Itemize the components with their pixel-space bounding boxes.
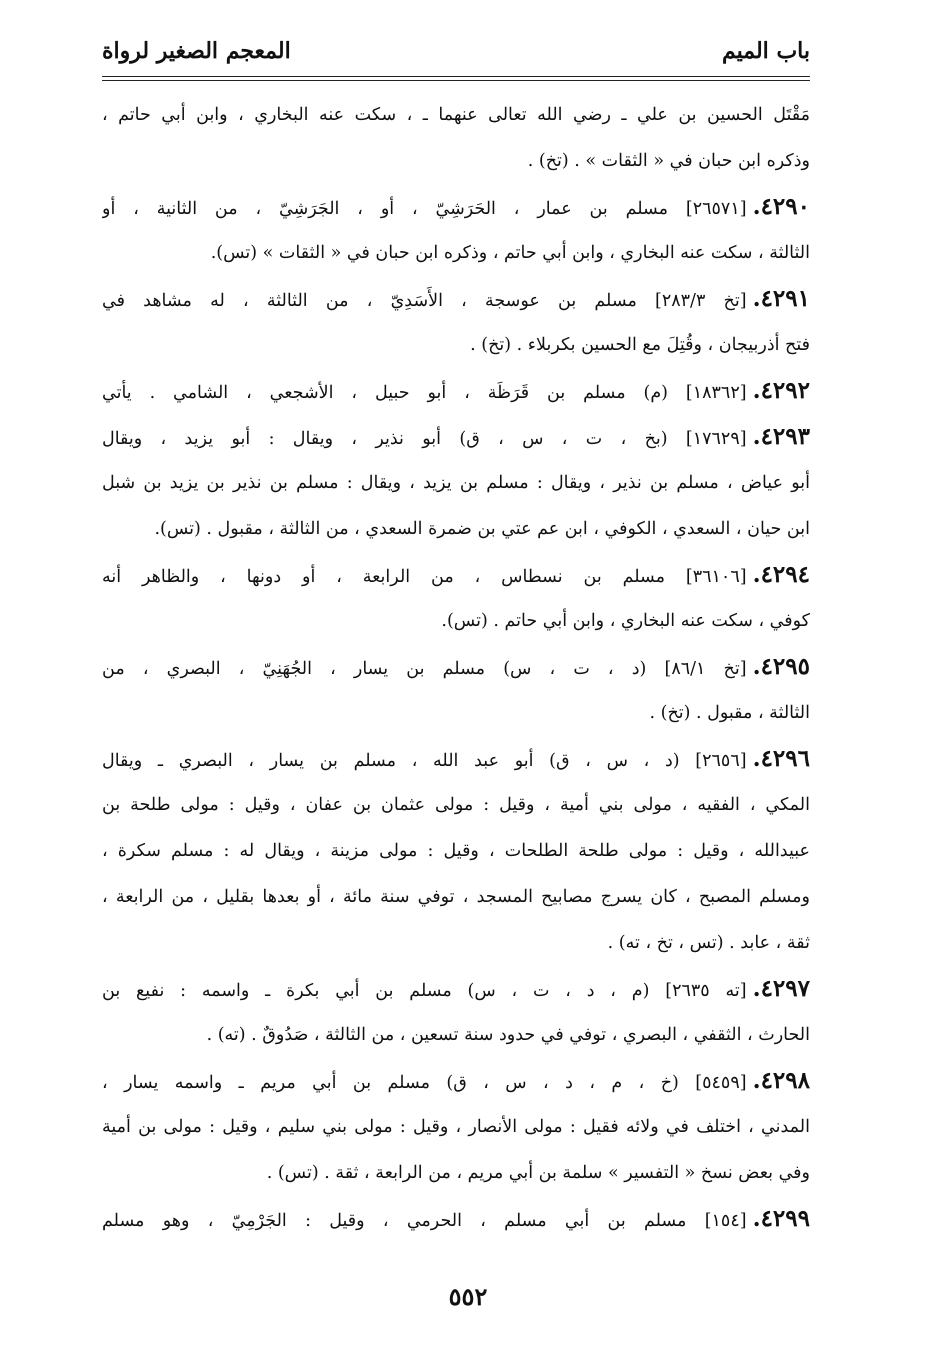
line-text: ثقة ، عابد . (تس ، تخ ، ته) .: [607, 933, 810, 953]
line-text: [١٥٤] مسلم بن أبي مسلم ، الحرمي ، وقيل : الجَرْمِيّ ، وهو مسلم: [102, 1211, 747, 1231]
line-text: الحارث ، الثقفي ، البصري ، توفي في حدود سنة تسعين ، من الثالثة ، صَدُوقٌ . (ته) .: [206, 1025, 810, 1045]
entry-first-line: [102, 966, 810, 1012]
line-text: [تخ ٨٦/١] (د ، ت ، س) مسلم بن يسار ، الجُهَنِيّ ، البصري ، من: [102, 659, 747, 679]
page-number: ٥٥٢: [448, 1282, 488, 1311]
entry-first-line: [102, 1058, 810, 1104]
text-line: [102, 322, 810, 368]
entry-first-line: [102, 644, 810, 690]
entry-first-line: [102, 368, 810, 414]
entry-number: ٤٢٩٣.: [752, 423, 810, 450]
page-footer: [0, 1282, 936, 1311]
text-line: [102, 920, 810, 966]
line-text: المكي ، الفقيه ، مولى بني أمية ، وقيل : مولى عثمان بن عفان ، وقيل : مولى طلحة بن: [102, 795, 810, 815]
entry-first-line: [102, 1196, 810, 1242]
entry-first-line: [102, 552, 810, 598]
line-text: وذكره ابن حبان في « الثقات » . (تخ) .: [527, 151, 810, 171]
text-line: [102, 598, 810, 644]
line-text: [١٨٣٦٢] (م) مسلم بن قَرَظَة ، أبو حبيل ، الأشجعي ، الشامي . يأتي: [102, 383, 747, 403]
line-text: مَقْتَل الحسين بن علي ـ رضي الله تعالى عنهما ـ ، سكت عنه البخاري ، وابن أبي حاتم ،: [102, 105, 810, 125]
text-line: [102, 1150, 810, 1196]
header-rule: [102, 76, 810, 77]
line-text: فتح أذربيجان ، وقُتِلَ مع الحسين بكربلاء . (تخ) .: [470, 335, 810, 355]
header-chapter-title: باب الميم: [721, 38, 810, 64]
entry-first-line: [102, 276, 810, 322]
entry-first-line: [102, 736, 810, 782]
header-book-title: المعجم الصغير لرواة: [102, 38, 291, 64]
header-rule-secondary: [102, 80, 810, 81]
line-text: وفي بعض نسخ « التفسير » سلمة بن أبي مريم ، من الرابعة ، ثقة . (تس) .: [266, 1163, 810, 1183]
line-text: ومسلم المصبح ، كان يسرج مصابيح المسجد ، توفي سنة مائة ، أو بعدها بقليل ، من الرابعة ،: [102, 887, 810, 907]
line-text: المدني ، اختلف في ولائه فقيل : مولى الأنصار ، وقيل : مولى بني سليم ، وقيل : مولى بن أمية: [102, 1117, 810, 1137]
line-text: الثالثة ، سكت عنه البخاري ، وابن أبي حاتم ، وذكره ابن حبان في « الثقات » (تس).: [210, 243, 810, 263]
entry-number: ٤٢٩٧.: [752, 975, 810, 1002]
entry-number: ٤٢٩٢.: [752, 377, 810, 404]
page-body: [102, 92, 810, 1242]
text-line: [102, 1012, 810, 1058]
text-line: [102, 138, 810, 184]
text-line: [102, 506, 810, 552]
entry-number: ٤٢٩٨.: [752, 1067, 810, 1094]
entry-number: ٤٢٩٥.: [752, 653, 810, 680]
line-text: [تخ ٢٨٣/٣] مسلم بن عوسجة ، الأَسَدِيّ ، من الثالثة ، له مشاهد في: [102, 291, 747, 311]
text-line: [102, 460, 810, 506]
line-text: عبيدالله ، وقيل : مولى طلحة الطلحات ، وقيل : مولى مزينة ، ويقال له : مسلم سكرة ،: [102, 841, 810, 861]
entry-first-line: [102, 414, 810, 460]
entry-number: ٤٢٩٠.: [752, 193, 810, 220]
entry-number: ٤٢٩٦.: [752, 745, 810, 772]
line-text: [٣٦١٠٦] مسلم بن نسطاس ، من الرابعة ، أو دونها ، والظاهر أنه: [102, 567, 747, 587]
running-header: [102, 34, 810, 72]
line-text: ابن حيان ، السعدي ، الكوفي ، ابن عم عتي بن ضمرة السعدي ، من الثالثة ، مقبول . (تس).: [154, 519, 810, 539]
line-text: [٢٦٥٦] (د ، س ، ق) أبو عبد الله ، مسلم بن يسار ، البصري ـ ويقال: [102, 751, 747, 771]
entry-number: ٤٢٩٤.: [752, 561, 810, 588]
entry-number: ٤٢٩٩.: [752, 1205, 810, 1232]
text-line: [102, 782, 810, 828]
line-text: [٥٤٥٩] (خ ، م ، د ، س ، ق) مسلم بن أبي مريم ـ واسمه يسار ،: [102, 1073, 747, 1093]
entry-number: ٤٢٩١.: [752, 285, 810, 312]
text-line: [102, 690, 810, 736]
text-line: [102, 828, 810, 874]
line-text: [١٧٦٢٩] (بخ ، ت ، س ، ق) أبو نذير ، ويقال : أبو يزيد ، ويقال: [102, 429, 747, 449]
text-line: [102, 1104, 810, 1150]
entry-first-line: [102, 184, 810, 230]
line-text: الثالثة ، مقبول . (تخ) .: [649, 703, 810, 723]
text-line: [102, 92, 810, 138]
line-text: [ته ٢٦٣٥] (م ، د ، ت ، س) مسلم بن أبي بكرة ـ واسمه : نفيع بن: [102, 981, 747, 1001]
text-line: [102, 874, 810, 920]
line-text: أبو عياض ، مسلم بن نذير ، ويقال : مسلم بن يزيد ، ويقال : مسلم بن نذير بن يزيد بن شبل: [102, 473, 810, 493]
line-text: [٢٦٥٧١] مسلم بن عمار ، الحَرَشِيّ ، أو ، الجَرَشِيّ ، من الثانية ، أو: [102, 199, 747, 219]
text-line: [102, 230, 810, 276]
line-text: كوفي ، سكت عنه البخاري ، وابن أبي حاتم . (تس).: [441, 611, 810, 631]
